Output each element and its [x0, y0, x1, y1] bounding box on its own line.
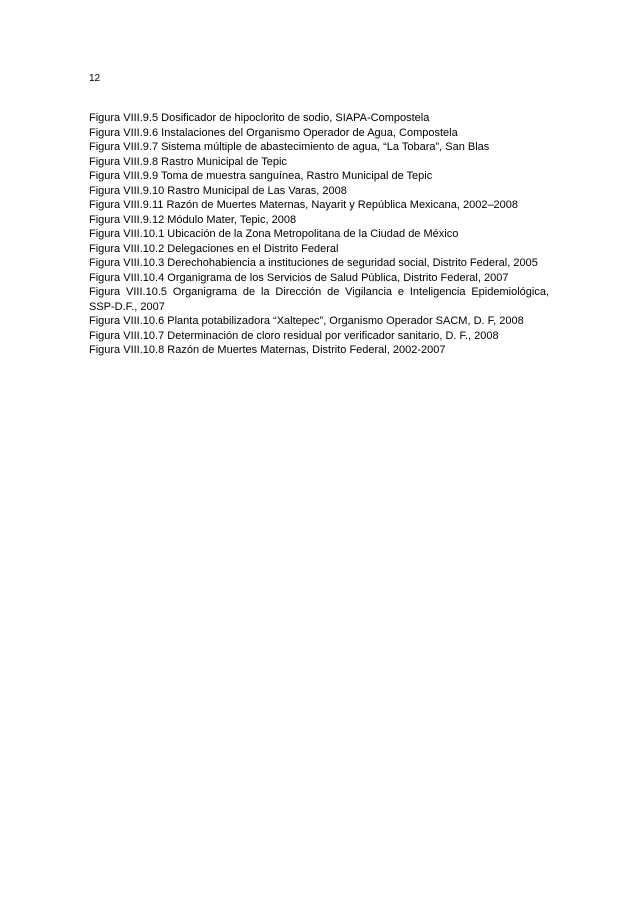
figure-entry: Figura VIII.9.6 Instalaciones del Organismo Operador de Agua, Compostela: [89, 126, 458, 139]
page-number: 12: [89, 73, 101, 84]
figure-entry: Figura VIII.10.2 Delegaciones en el Distrito Federal: [89, 242, 339, 255]
figure-entry: Figura VIII.10.4 Organigrama de los Servicios de Salud Pública, Distrito Federal, 2007: [89, 271, 509, 284]
figure-entry: Figura VIII.9.10 Rastro Municipal de Las Varas, 2008: [89, 184, 347, 197]
figure-entry: Figura VIII.9.7 Sistema múltiple de abastecimiento de agua, “La Tobara”, San Blas: [89, 141, 490, 153]
figure-entry: Figura VIII.9.8 Rastro Municipal de Tepic: [89, 155, 287, 168]
figure-list: [89, 111, 549, 358]
figure-entry: Figura VIII.10.1 Ubicación de la Zona Metropolitana de la Ciudad de México: [89, 228, 459, 240]
figure-entry: Figura VIII.9.12 Módulo Mater, Tepic, 2008: [89, 213, 297, 226]
figure-entry: Figura VIII.9.9 Toma de muestra sanguínea, Rastro Municipal de Tepic: [89, 170, 433, 182]
figure-entry: Figura VIII.9.11 Razón de Muertes Maternas, Nayarit y República Mexicana, 2002–2008: [89, 199, 519, 211]
figure-entry: Figura VIII.10.6 Planta potabilizadora “Xaltepec”, Organismo Operador SACM, D. F, 2008: [89, 315, 524, 327]
figure-entry: Figura VIII.10.5 Organigrama de la Dirección de Vigilancia e Inteligencia Epidemiológica, SSP-D.F., 2007: [89, 286, 549, 313]
figure-entry: Figura VIII.9.5 Dosificador de hipoclorito de sodio, SIAPA-Compostela: [89, 112, 430, 124]
figure-entry: Figura VIII.10.8 Razón de Muertes Maternas, Distrito Federal, 2002-2007: [89, 344, 446, 356]
figure-entry: Figura VIII.10.3 Derechohabiencia a instituciones de seguridad social, Distrito Federal, 2005: [89, 257, 538, 269]
figure-entry: Figura VIII.10.7 Determinación de cloro residual por verificador sanitario, D. F., 2008: [89, 329, 499, 342]
